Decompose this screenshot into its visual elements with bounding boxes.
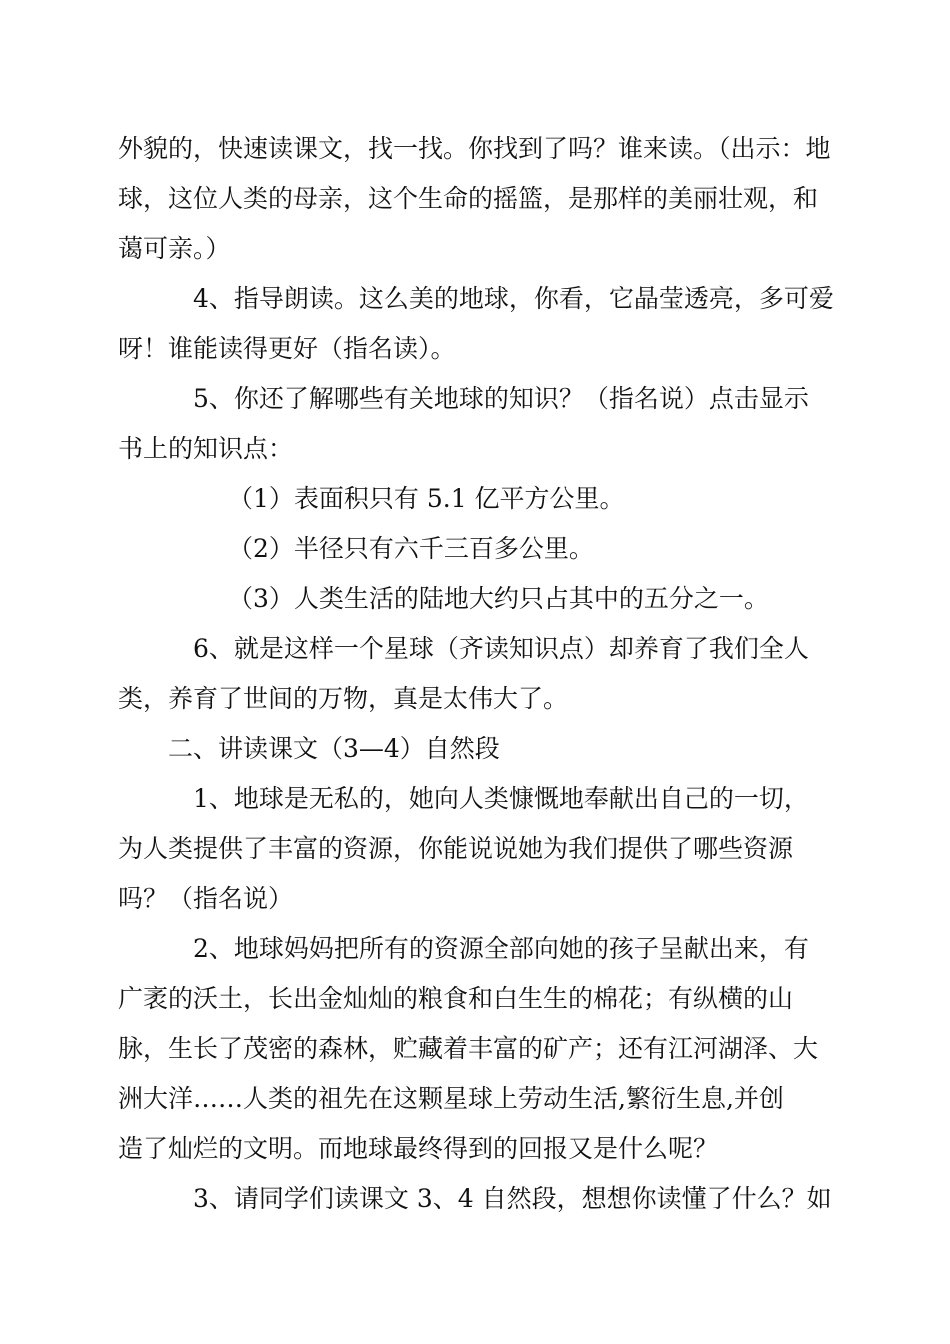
text-line: 书上的知识点： <box>118 434 294 463</box>
section-heading: 二、讲读课文（3—4）自然段 <box>168 734 500 763</box>
text-line: 呀！谁能读得更好（指名读）。 <box>118 334 456 363</box>
text-line: 3、请同学们读课文 3、4 自然段，想想你读懂了什么？如 <box>193 1184 832 1213</box>
text-line: 造了灿烂的文明。而地球最终得到的回报又是什么呢？ <box>118 1134 719 1163</box>
list-item: （1）表面积只有 5.1 亿平方公里。 <box>228 484 625 513</box>
list-item: （3）人类生活的陆地大约只占其中的五分之一。 <box>228 584 769 613</box>
text-line: 为人类提供了丰富的资源，你能说说她为我们提供了哪些资源 <box>118 834 794 863</box>
text-line: 广袤的沃土，长出金灿灿的粮食和白生生的棉花；有纵横的山 <box>118 984 794 1013</box>
text-line: 外貌的，快速读课文，找一找。你找到了吗？谁来读。（出示：地 <box>118 134 831 163</box>
list-item: （2）半径只有六千三百多公里。 <box>228 534 594 563</box>
text-line: 5、你还了解哪些有关地球的知识？（指名说）点击显示 <box>193 384 809 413</box>
text-line: 洲大洋……人类的祖先在这颗星球上劳动生活,繁衍生息,并创 <box>118 1084 784 1113</box>
text-line: 2、地球妈妈把所有的资源全部向她的孩子呈献出来，有 <box>193 934 809 963</box>
text-line: 1、地球是无私的，她向人类慷慨地奉献出自己的一切， <box>193 784 809 813</box>
text-line: 吗？（指名说） <box>118 884 294 913</box>
text-line: 脉，生长了茂密的森林，贮藏着丰富的矿产；还有江河湖泽、大 <box>118 1034 819 1063</box>
text-line: 4、指导朗读。这么美的地球，你看，它晶莹透亮，多可爱 <box>193 284 834 313</box>
text-line: 6、就是这样一个星球（齐读知识点）却养育了我们全人 <box>193 634 809 663</box>
text-line: 蔼可亲。） <box>118 234 231 263</box>
text-line: 类，养育了世间的万物，真是太伟大了。 <box>118 684 569 713</box>
text-line: 球，这位人类的母亲，这个生命的摇篮，是那样的美丽壮观，和 <box>118 184 819 213</box>
